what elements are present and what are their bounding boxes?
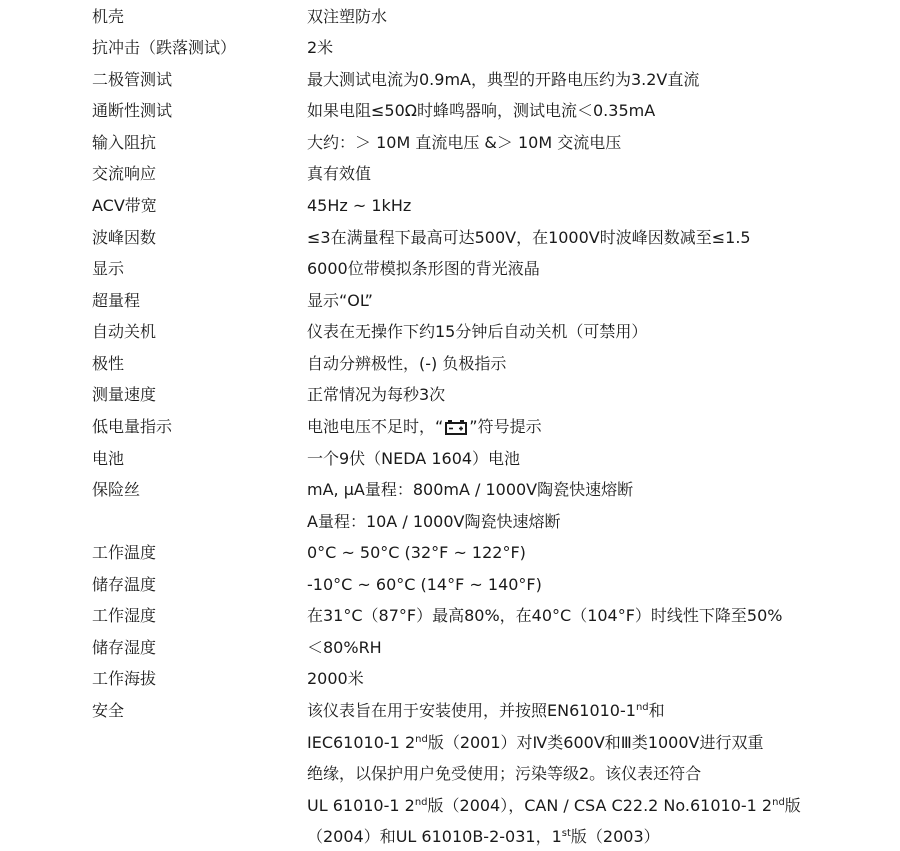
spec-label: 保险丝 xyxy=(92,480,141,499)
spec-value: mA, µA量程：800mA / 1000V陶瓷快速熔断 xyxy=(307,480,634,499)
spec-label: 储存湿度 xyxy=(92,638,157,657)
spec-label: 输入阻抗 xyxy=(92,133,157,152)
spec-value: 如果电阻≤50Ω时蜂鸣器响，测试电流＜0.35mA xyxy=(307,101,656,120)
spec-value: A量程：10A / 1000V陶瓷快速熔断 xyxy=(307,512,561,531)
spec-value: 45Hz ~ 1kHz xyxy=(307,196,412,215)
spec-value: 6000位带模拟条形图的背光液晶 xyxy=(307,259,540,278)
spec-label: 电池 xyxy=(92,449,125,468)
spec-value: 0°C ~ 50°C (32°F ~ 122°F) xyxy=(307,543,526,562)
spec-label: 工作海拔 xyxy=(92,669,157,688)
spec-row-display xyxy=(0,257,900,281)
spec-row-safety-cont xyxy=(0,762,900,786)
spec-value: 大约：＞ 10M 直流电压 &＞ 10M 交流电压 xyxy=(307,133,622,152)
spec-row-op-humidity xyxy=(0,604,900,628)
spec-row-safety xyxy=(0,699,900,723)
low-battery-text-pre: 电池电压不足时，“ xyxy=(307,417,444,436)
superscript: st xyxy=(561,828,571,839)
spec-label: 波峰因数 xyxy=(92,228,157,247)
spec-label: 显示 xyxy=(92,259,125,278)
spec-row-ac-response xyxy=(0,162,900,186)
safety-line-1b: 和 xyxy=(648,701,665,720)
safety-line-5a: （2004）和UL 61010B-2-031，1 xyxy=(307,827,562,846)
spec-row-diode xyxy=(0,68,900,92)
spec-label: 储存温度 xyxy=(92,575,157,594)
spec-label: 超量程 xyxy=(92,291,141,310)
spec-row-overrange xyxy=(0,289,900,313)
spec-row-op-temp xyxy=(0,541,900,565)
battery-icon xyxy=(445,418,467,442)
spec-label: 低电量指示 xyxy=(92,417,173,436)
spec-label: 工作温度 xyxy=(92,543,157,562)
spec-row-speed xyxy=(0,383,900,407)
spec-value: 显示“OL” xyxy=(307,291,373,310)
spec-value: 自动分辨极性，(-) 负极指示 xyxy=(307,354,507,373)
spec-value: 真有效值 xyxy=(307,164,372,183)
safety-line-5b: 版（2003） xyxy=(570,827,660,846)
spec-row-safety-cont xyxy=(0,825,900,849)
spec-row-continuity xyxy=(0,99,900,123)
spec-value: 绝缘，以保护用户免受使用；污染等级2。该仪表还符合 xyxy=(307,764,702,783)
spec-value: 最大测试电流为0.9mA，典型的开路电压约为3.2V直流 xyxy=(307,70,700,89)
spec-row-low-battery xyxy=(0,415,900,439)
superscript: nd xyxy=(772,797,785,808)
spec-label: 抗冲击（跌落测试） xyxy=(92,38,237,57)
safety-line-4b: 版（2004），CAN / CSA C22.2 No.61010-1 2 xyxy=(427,796,773,815)
superscript: nd xyxy=(414,797,428,808)
spec-value xyxy=(307,731,763,755)
spec-label: 安全 xyxy=(92,701,125,720)
spec-row-safety-cont xyxy=(0,731,900,755)
spec-label: 交流响应 xyxy=(92,164,157,183)
spec-label: 极性 xyxy=(92,354,125,373)
safety-line-2b: 版（2001）对Ⅳ类600V和Ⅲ类1000V进行双重 xyxy=(427,733,764,752)
spec-value: ≤3在满量程下最高可达500V，在1000V时波峰因数减至≤1.5 xyxy=(307,228,751,247)
spec-row-acv-bandwidth xyxy=(0,194,900,218)
spec-row-storage-humidity xyxy=(0,636,900,660)
spec-value: 2000米 xyxy=(307,669,364,688)
spec-label: ACV带宽 xyxy=(92,196,157,215)
spec-value: 一个9伏（NEDA 1604）电池 xyxy=(307,449,521,468)
safety-line-4a: UL 61010-1 2 xyxy=(307,796,415,815)
spec-row-battery xyxy=(0,447,900,471)
spec-value xyxy=(307,794,801,818)
spec-row-impedance xyxy=(0,131,900,155)
spec-label: 二极管测试 xyxy=(92,70,173,89)
spec-row-fuse-cont xyxy=(0,510,900,534)
spec-label: 通断性测试 xyxy=(92,101,173,120)
superscript: nd xyxy=(415,734,428,745)
spec-row-polarity xyxy=(0,352,900,376)
spec-value: 在31°C（87°F）最高80%，在40°C（104°F）时线性下降至50% xyxy=(307,606,783,625)
safety-line-2a: IEC61010-1 2 xyxy=(307,733,416,752)
spec-value: ＜80%RH xyxy=(307,638,382,657)
spec-row-housing xyxy=(0,5,900,29)
spec-row-auto-off xyxy=(0,320,900,344)
safety-line-1a: 该仪表旨在用于安装使用，并按照EN61010-1 xyxy=(307,701,636,720)
spec-row-altitude xyxy=(0,667,900,691)
spec-value: 2米 xyxy=(307,38,334,57)
spec-row-crest-factor xyxy=(0,226,900,250)
spec-value xyxy=(307,699,665,723)
spec-row-shock xyxy=(0,36,900,60)
spec-value: 仪表在无操作下约15分钟后自动关机（可禁用） xyxy=(307,322,648,341)
spec-value: 正常情况为每秒3次 xyxy=(307,385,446,404)
safety-line-4c: 版 xyxy=(784,796,801,815)
spec-row-storage-temp xyxy=(0,573,900,597)
spec-row-fuse xyxy=(0,478,900,502)
superscript: nd xyxy=(635,702,649,713)
spec-label: 测量速度 xyxy=(92,385,157,404)
spec-row-safety-cont xyxy=(0,794,900,818)
spec-label: 工作湿度 xyxy=(92,606,157,625)
spec-value: 双注塑防水 xyxy=(307,7,388,26)
spec-value: -10°C ~ 60°C (14°F ~ 140°F) xyxy=(307,575,542,594)
spec-label: 机壳 xyxy=(92,7,125,26)
spec-value xyxy=(307,825,660,849)
low-battery-text-post: ”符号提示 xyxy=(469,417,542,436)
spec-value xyxy=(307,415,542,442)
spec-label: 自动关机 xyxy=(92,322,157,341)
